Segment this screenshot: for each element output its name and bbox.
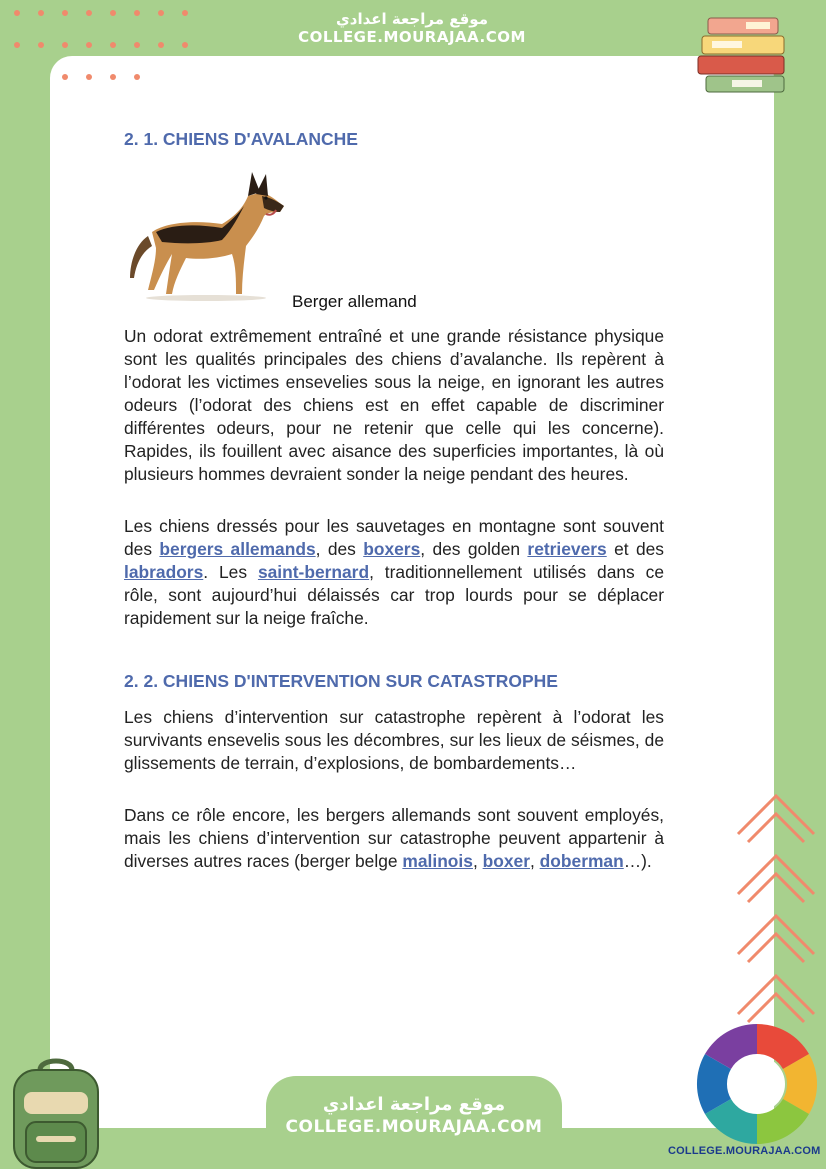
link-boxer[interactable]: boxer <box>482 851 530 871</box>
footer-arabic-title: موقع مراجعة اعدادي <box>322 1094 506 1115</box>
german-shepherd-image <box>126 166 288 302</box>
text-segment: et des <box>606 539 664 559</box>
link-saint-bernard[interactable]: saint-bernard <box>257 562 370 582</box>
header-arabic-title: موقع مراجعة اعدادي <box>336 10 488 28</box>
header-banner <box>264 4 560 56</box>
books-icon <box>692 12 792 94</box>
text-segment: , traditionnellement utilisés dans ce rôle, sont aujourd’hui délaissés car trop lourds pour se déplacer rapidement sur la neige fraîche. <box>124 562 664 628</box>
text-segment: , <box>529 851 540 871</box>
footer-site-url[interactable]: COLLEGE.MOURAJAA.COM <box>285 1117 543 1137</box>
link-retrievers[interactable]: retrievers <box>527 539 607 559</box>
paragraph-avalanche-2 <box>124 515 664 630</box>
footer-logo-text: COLLEGE.MOURAJAA.COM <box>668 1145 821 1157</box>
section-title-catastrophe: 2. 2. CHIENS D'INTERVENTION SUR CATASTROPHE <box>124 671 558 691</box>
subjects-wheel-logo <box>694 1022 820 1146</box>
text-segment: , des <box>315 539 364 559</box>
frame-left <box>0 0 50 1169</box>
footer-banner <box>266 1076 562 1169</box>
text-segment: . Les <box>203 562 258 582</box>
section-title-avalanche: 2. 1. CHIENS D'AVALANCHE <box>124 129 358 149</box>
backpack-icon <box>2 1052 112 1169</box>
link-labradors[interactable]: labradors <box>124 562 204 582</box>
paragraph-catastrophe-1: Les chiens d’intervention sur catastrophe repèrent à l’odorat les survivants ensevelis sous les décombres, sur les lieux de séismes, de glissements de terrain, d’explosions, de bombardements… <box>124 707 664 773</box>
link-boxers[interactable]: boxers <box>363 539 421 559</box>
text-segment: Dans ce rôle encore, les bergers allemands sont souvent employés, mais les chiens d’intervention sur catastrophe peuvent appartenir à diverses autres races (berger belge <box>124 805 664 871</box>
text-segment: , des golden <box>420 539 528 559</box>
decorative-dots <box>14 6 214 86</box>
chevron-up-icon <box>734 790 818 1030</box>
header-site-url[interactable]: COLLEGE.MOURAJAA.COM <box>298 28 526 46</box>
image-caption: Berger allemand <box>292 292 417 311</box>
text-segment: …). <box>623 851 652 871</box>
link-bergers-allemands[interactable]: bergers allemands <box>159 539 316 559</box>
text-segment: Les chiens dressés pour les sauvetages en montagne sont souvent des <box>124 516 664 559</box>
text-segment: , <box>472 851 483 871</box>
paragraph-avalanche-1: Un odorat extrêmement entraîné et une grande résistance physique sont les qualités principales des chiens d’avalanche. Ils repèrent à l’odorat les victimes ensevelies sous la neige, en ignorant les autres odeurs (l’odorat des chiens est en effet capable de discriminer différentes odeurs, pour ne retenir que celle qui les concerne). Rapides, ils fouillent avec aisance des superficies importantes, là où plusieurs hommes devraient sonder la neige pendant des heures. <box>124 326 664 484</box>
link-doberman[interactable]: doberman <box>539 851 624 871</box>
link-malinois[interactable]: malinois <box>402 851 473 871</box>
paragraph-catastrophe-2 <box>124 804 664 873</box>
